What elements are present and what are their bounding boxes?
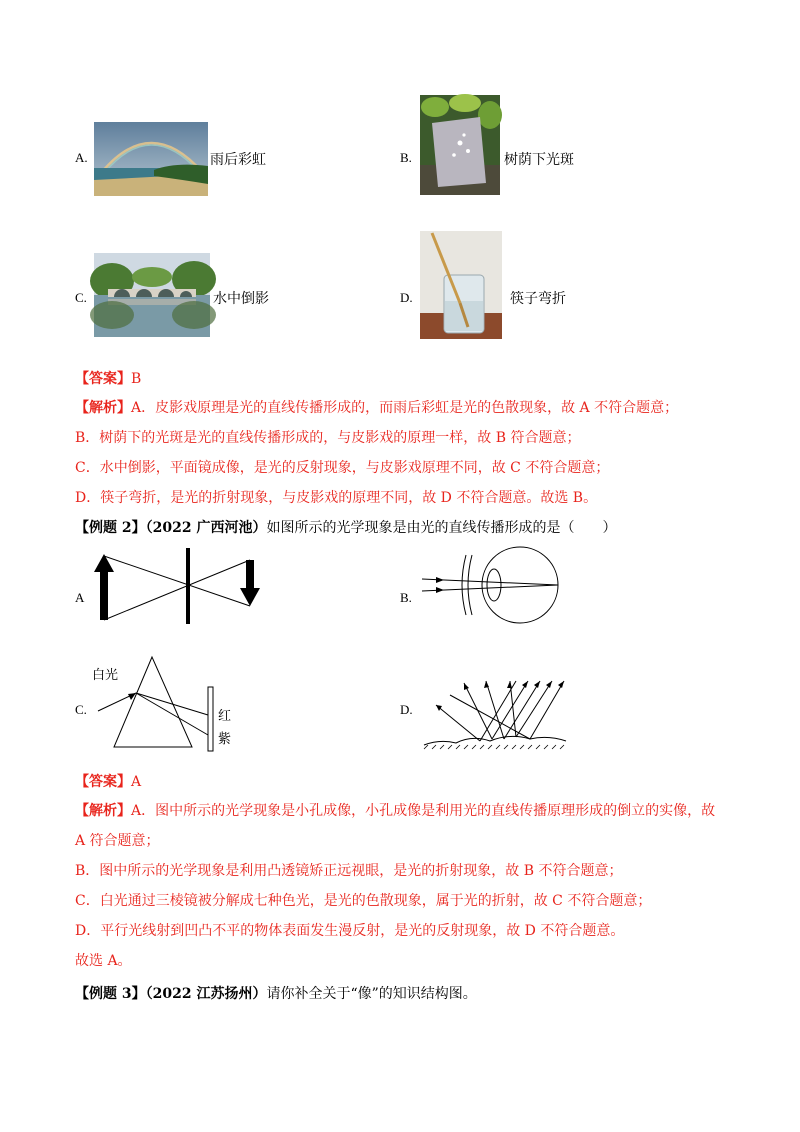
light-spots-photo-icon — [420, 95, 500, 195]
prism-white-light-label: 白光 — [92, 668, 119, 683]
analysis-label: 【解析】 — [75, 803, 131, 819]
option-d-caption: 筷子弯折 — [510, 291, 566, 307]
rainbow-photo-icon — [94, 122, 208, 196]
q2-analysis-line-4: D．平行光线射到凹凸不平的物体表面发生漫反射，是光的反射现象，故 D 不符合题意。 — [75, 923, 625, 939]
option-b-caption: 树荫下光斑 — [504, 152, 574, 168]
q1-analysis-line-1: 【解析】A．皮影戏原理是光的直线传播形成的，而雨后彩虹是光的色散现象，故 A 不符合题意； — [75, 400, 679, 416]
answer-label: 【答案】 — [75, 371, 131, 387]
answer-value: A — [131, 774, 142, 790]
analysis-label: 【解析】 — [75, 400, 131, 416]
q2-answer — [75, 772, 141, 792]
question-text: 如图所示的光学现象是由光的直线传播形成的是（ ） — [266, 520, 617, 536]
diffuse-reflection-icon — [420, 675, 570, 753]
option-d-letter: D. — [400, 290, 413, 305]
option-a-letter: A. — [75, 150, 88, 165]
answer-value: B — [131, 371, 142, 387]
q1-analysis-line-2: B．树荫下的光斑是光的直线传播形成的，与皮影戏的原理一样，故 B 符合题意； — [75, 430, 581, 446]
q1-analysis-line-3: C．水中倒影，平面镜成像，是光的反射现象，与皮影戏原理不同，故 C 不符合题意； — [75, 460, 610, 476]
q1-analysis-line-4: D．筷子弯折，是光的折射现象，与皮影戏的原理不同，故 D 不符合题意。故选 B。 — [75, 490, 598, 506]
question-source: （2022 江苏扬州） — [145, 986, 267, 1002]
myopia-lens-icon — [420, 545, 560, 625]
q1-answer — [75, 369, 141, 389]
answer-label: 【答案】 — [75, 774, 131, 790]
bridge-reflection-photo-icon — [94, 253, 210, 337]
q2-analysis-line-1b: A 符合题意； — [75, 833, 160, 849]
option-c-letter: C. — [75, 290, 87, 305]
question-label: 【例题 3】 — [75, 986, 146, 1002]
q2-option-d-letter: D. — [400, 702, 413, 717]
question-source: （2022 广西河池） — [145, 520, 267, 536]
q2-option-a-letter: A — [75, 590, 85, 605]
q2-analysis-line-1: 【解析】A．图中所示的光学现象是小孔成像，小孔成像是利用光的直线传播原理形成的倒立的实像，故 — [75, 803, 716, 819]
q3-stem — [75, 984, 477, 1004]
prism-dispersion-icon — [96, 655, 226, 751]
q2-conclusion: 故选 A。 — [75, 953, 132, 969]
q2-analysis-line-2: B．图中所示的光学现象是利用凸透镜矫正远视眼，是光的折射现象，故 B 不符合题意； — [75, 863, 623, 879]
prism-red-label: 红 — [218, 709, 232, 724]
q2-stem — [75, 518, 616, 538]
q2-analysis-line-3: C．白光通过三棱镜被分解成七种色光，是光的色散现象，属于光的折射，故 C 不符合题意； — [75, 893, 652, 909]
prism-violet-label: 紫 — [218, 732, 232, 747]
option-a-caption: 雨后彩虹 — [210, 152, 266, 168]
bent-chopstick-photo-icon — [420, 231, 502, 339]
option-c-caption: 水中倒影 — [213, 291, 269, 307]
pinhole-camera-icon — [90, 548, 270, 630]
option-b-letter: B. — [400, 150, 412, 165]
q2-option-c-letter: C. — [75, 702, 87, 717]
question-label: 【例题 2】 — [75, 520, 146, 536]
q2-option-b-letter: B. — [400, 590, 412, 605]
question-text: 请你补全关于“像”的知识结构图。 — [266, 986, 477, 1002]
